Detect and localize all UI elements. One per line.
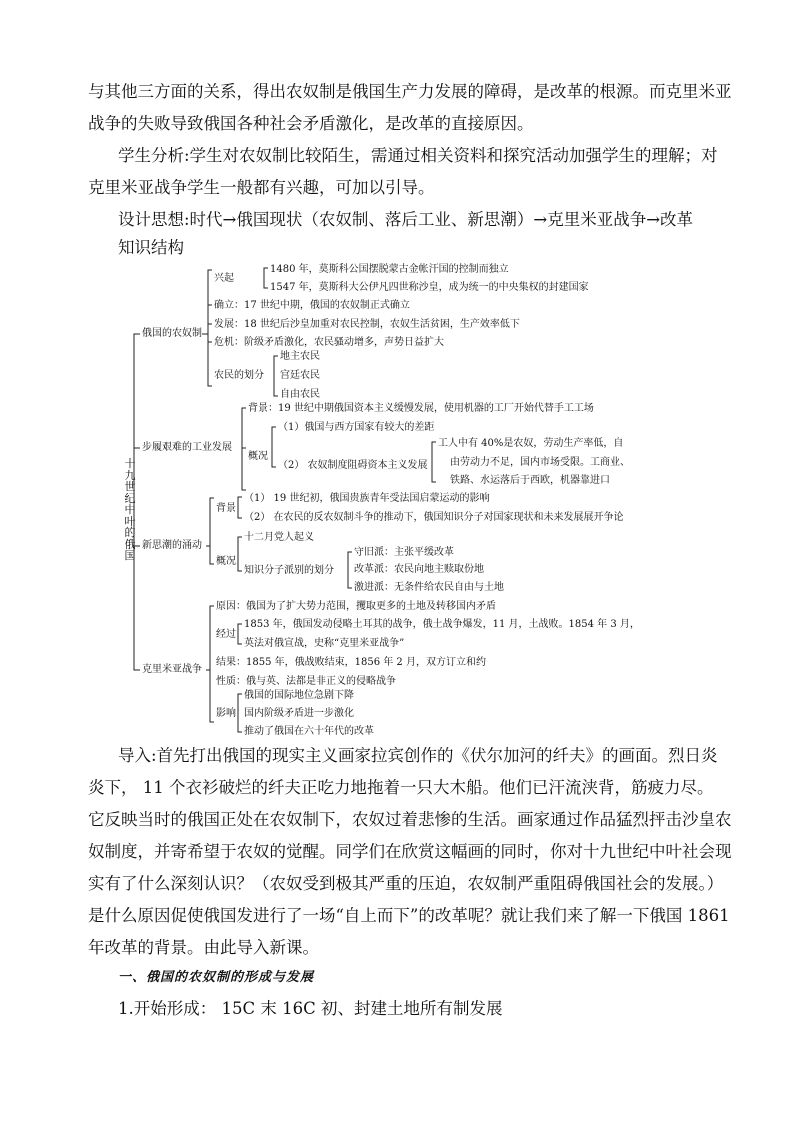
node-text: 1547 年，莫斯科大公伊凡四世称沙皇，成为统一的中央集权的封建国家: [270, 282, 589, 293]
node-text: 俄国的国际地位急剧下降: [244, 690, 354, 701]
node-text: 宫廷农民: [280, 370, 320, 381]
node-label: 概况: [216, 556, 236, 567]
node-text: 1480 年，莫斯科公国摆脱蒙古金帐汗国的控制而独立: [270, 264, 509, 275]
node-text: 知识分子派别的划分: [244, 565, 334, 576]
paragraph-line: 年改革的背景。由此导入新课。: [88, 938, 319, 957]
node-text: 国内阶级矛盾进一步激化: [244, 708, 354, 719]
node-text: 英法对俄宣战，史称“克里米亚战争”: [244, 638, 405, 649]
node-label: 背景: [216, 503, 236, 514]
section-label: 知识结构: [118, 238, 184, 257]
node-text: 十二月党人起义: [244, 532, 314, 543]
node-text: 由劳动力不足，国内市场受限。工商业、: [450, 457, 630, 468]
paragraph-line: 奴制度，并寄希望于农奴的觉醒。同学们在欣赏这幅画的同时，你对十九世纪中叶社会现: [88, 842, 732, 861]
node-text: 发展：18 世纪后沙皇加重对农民控制，农奴生活贫困，生产效率低下: [214, 319, 520, 330]
paragraph-line: 它反映当时的俄国正处在农奴制下，农奴过着悲惨的生活。画家通过作品猛烈抨击沙皇农: [88, 810, 732, 829]
branch-label: 克里米亚战争: [142, 664, 202, 675]
paragraph-line: 学生分析:学生对农奴制比较陌生，需通过相关资料和探究活动加强学生的理解；对: [118, 146, 718, 165]
node-text: 自由农民: [280, 389, 320, 400]
branch-label: 步履艰难的工业发展: [142, 442, 232, 453]
paragraph-line: 克里米亚战争学生一般都有兴趣，可加以引导。: [88, 178, 435, 197]
diagram-root-label: 十九世纪中叶的俄国: [124, 457, 136, 562]
node-text: 改革派：农民向地主赎取份地: [354, 564, 484, 575]
paragraph-line: 导入:首先打出俄国的现实主义画家拉宾创作的《伏尔加河的纤夫》的画面。烈日炎: [118, 746, 718, 765]
node-text: 结果：1855 年，俄战败结束，1856 年 2 月，双方订立和约: [216, 657, 486, 668]
knowledge-structure-diagram: [118, 262, 658, 738]
node-text: 工人中有 40%是农奴，劳动生产率低，自: [438, 438, 624, 449]
paragraph-line: 是什么原因促使俄国发进行了一场“自上而下”的改革呢？就让我们来了解一下俄国 1861: [88, 906, 730, 925]
node-label: 农民的划分: [214, 370, 264, 381]
node-text: 背景：19 世纪中期俄国资本主义缓慢发展，使用机器的工厂开始代替手工工场: [248, 403, 594, 414]
node-text: 地主农民: [280, 351, 320, 362]
node-text: 1853 年，俄国发动侵略土耳其的战争，俄土战争爆发，11 月，土战败。1854 年 3 月，: [244, 619, 640, 630]
node-label: 影响: [216, 708, 236, 719]
node-text: 铁路、水运落后于西欧，机器靠进口: [450, 475, 610, 486]
node-text: 确立：17 世纪中期，俄国的农奴制正式确立: [214, 300, 410, 311]
node-text: 危机：阶级矛盾激化，农民骚动增多，声势日益扩大: [214, 337, 444, 348]
node-text: 原因：俄国为了扩大势力范围，攫取更多的土地及转移国内矛盾: [216, 601, 496, 612]
paragraph-line: 与其他三方面的关系，得出农奴制是俄国生产力发展的障碍，是改革的根源。而克里米亚: [88, 82, 732, 101]
section-heading: 一、俄国的农奴制的形成与发展: [118, 970, 315, 985]
node-text: 推动了俄国在六十年代的改革: [244, 726, 374, 737]
node-label: 兴起: [214, 273, 234, 284]
paragraph-line: 炎下， 11 个衣衫破烂的纤夫正吃力地拖着一只大木船。他们已汗流浃背，筋疲力尽。: [88, 778, 714, 797]
node-text: （1） 19 世纪初，俄国贵族青年受法国启蒙运动的影响: [244, 493, 490, 504]
branch-label: 新思潮的涌动: [142, 540, 202, 551]
node-text: （1）俄国与西方国家有较大的差距: [278, 422, 435, 433]
list-item: 1.开始形成： 15C 末 16C 初、封建土地所有制发展: [118, 999, 503, 1018]
node-text: 性质：俄与英、法都是非正义的侵略战争: [216, 676, 396, 687]
node-label: 概况: [248, 451, 268, 462]
node-text: 守旧派：主张平缓改革: [354, 547, 454, 558]
paragraph-line: 设计思想:时代→俄国现状（农奴制、落后工业、新思潮）→克里米亚战争→改革: [118, 210, 694, 229]
node-label: 经过: [216, 629, 236, 640]
paragraph-line: 战争的失败导致俄国各种社会矛盾激化，是改革的直接原因。: [88, 114, 534, 133]
paragraph-line: 实有了什么深刻认识？（农奴受到极其严重的压迫，农奴制严重阻碍俄国社会的发展。）: [88, 874, 724, 893]
node-text: （2） 农奴制度阻碍资本主义发展: [278, 460, 428, 471]
node-text: 激进派：无条件给农民自由与土地: [354, 582, 504, 593]
node-text: （2） 在农民的反农奴制斗争的推动下，俄国知识分子对国家现状和未来发展展开争论: [244, 512, 624, 523]
branch-label: 俄国的农奴制: [142, 328, 202, 339]
